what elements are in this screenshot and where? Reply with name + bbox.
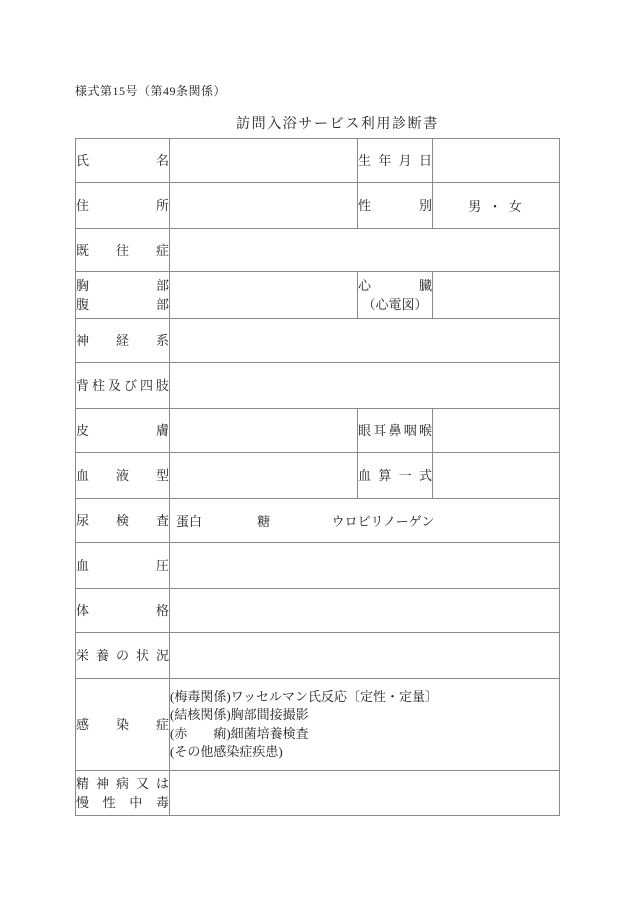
blood-count-value-cell — [433, 453, 560, 499]
skin-label: 皮 膚 — [76, 423, 169, 438]
mental-value-cell — [170, 771, 560, 816]
blood-type-label: 血 液 型 — [76, 468, 169, 483]
birthdate-value-cell — [433, 139, 560, 183]
row-spine — [76, 363, 560, 409]
nutrition-label-cell — [76, 633, 170, 679]
birthdate-label: 生 年 月 日 — [358, 153, 432, 168]
blood-pressure-value-cell — [170, 543, 560, 589]
blood-count-label: 血 算 一 式 — [358, 468, 432, 483]
address-label-cell — [76, 183, 170, 229]
urine-item-protein: 蛋白 — [176, 514, 203, 529]
heart-value-cell — [433, 272, 560, 319]
history-label: 既 往 症 — [76, 242, 169, 258]
sex-value-cell: 男 ・ 女 — [433, 183, 560, 229]
nutrition-value-cell — [170, 633, 560, 679]
infection-line-other: (その他感染症疾患) — [170, 744, 283, 759]
infection-line-tuberculosis: (結核関係)胸部間接撮影 — [170, 707, 309, 722]
row-physique — [76, 589, 560, 633]
infection-line-dysentery: (赤 痢)細菌培養検査 — [170, 725, 309, 741]
row-blood-type — [76, 453, 560, 499]
urine-label-cell — [76, 499, 170, 543]
row-address — [76, 183, 560, 229]
infection-label: 感 染 症 — [76, 717, 169, 732]
physique-value-cell — [170, 589, 560, 633]
chest-label-line2: 腹 部 — [76, 297, 169, 312]
chest-value-cell — [170, 272, 358, 319]
row-chest — [76, 272, 560, 319]
name-label-cell — [76, 139, 170, 183]
urine-label: 尿 検 査 — [76, 513, 169, 528]
sex-label: 性 別 — [358, 198, 432, 213]
infection-line-syphilis: (梅毒関係)ワッセルマン氏反応〔定性・定量〕 — [170, 688, 439, 704]
ent-value-cell — [433, 409, 560, 453]
history-value-cell — [170, 229, 560, 272]
nerve-label: 神 経 系 — [76, 333, 169, 348]
spine-label: 背 柱 及 び 四 肢 — [76, 378, 169, 393]
row-name — [76, 139, 560, 183]
nerve-label-cell — [76, 319, 170, 363]
mental-label-cell — [76, 771, 170, 816]
blood-pressure-label: 血 圧 — [76, 558, 169, 573]
skin-value-cell — [170, 409, 358, 453]
heart-label-cell — [358, 272, 433, 319]
row-urine — [76, 499, 560, 543]
urine-value-cell — [170, 499, 560, 543]
diagnosis-table — [75, 138, 560, 816]
form-title: 訪問入浴サービス利用診断書 — [236, 117, 439, 132]
nerve-value-cell — [170, 319, 560, 363]
skin-label-cell — [76, 409, 170, 453]
row-history — [76, 229, 560, 272]
heart-label-line1: 心 臓 — [358, 278, 432, 293]
heart-label-line2: （心電図） — [362, 297, 428, 312]
address-value-cell — [170, 183, 358, 229]
spine-label-cell — [76, 363, 170, 409]
name-value-cell — [170, 139, 358, 183]
infection-value-cell — [170, 679, 560, 771]
mental-label-line2: 慢 性 中 毒 — [76, 795, 169, 810]
row-nerve — [76, 319, 560, 363]
form-number: 様式第15号（第49条関係） — [75, 84, 227, 98]
chest-label-cell — [76, 272, 170, 319]
row-infection — [76, 679, 560, 771]
ent-label-cell — [358, 409, 433, 453]
row-skin — [76, 409, 560, 453]
history-label-cell — [76, 229, 170, 272]
nutrition-label: 栄 養 の 状 況 — [76, 648, 169, 663]
physique-label-cell — [76, 589, 170, 633]
blood-type-value-cell — [170, 453, 358, 499]
urine-item-urobilinogen: ウロビリノーゲン — [331, 514, 435, 529]
birthdate-label-cell — [358, 139, 433, 183]
sex-label-cell — [358, 183, 433, 229]
ent-label: 眼 耳 鼻 咽 喉 — [358, 423, 432, 438]
urine-item-sugar: 糖 — [257, 514, 271, 529]
blood-type-label-cell — [76, 453, 170, 499]
chest-label-line1: 胸 部 — [76, 278, 169, 293]
infection-label-cell — [76, 679, 170, 771]
address-label: 住 所 — [76, 198, 169, 213]
physique-label: 体 格 — [76, 603, 169, 618]
row-nutrition — [76, 633, 560, 679]
row-mental — [76, 771, 560, 816]
mental-label-line1: 精 神 病 又 は — [76, 776, 169, 791]
name-label: 氏 名 — [76, 153, 169, 168]
row-blood-pressure — [76, 543, 560, 589]
blood-count-label-cell — [358, 453, 433, 499]
blood-pressure-label-cell — [76, 543, 170, 589]
spine-value-cell — [170, 363, 560, 409]
